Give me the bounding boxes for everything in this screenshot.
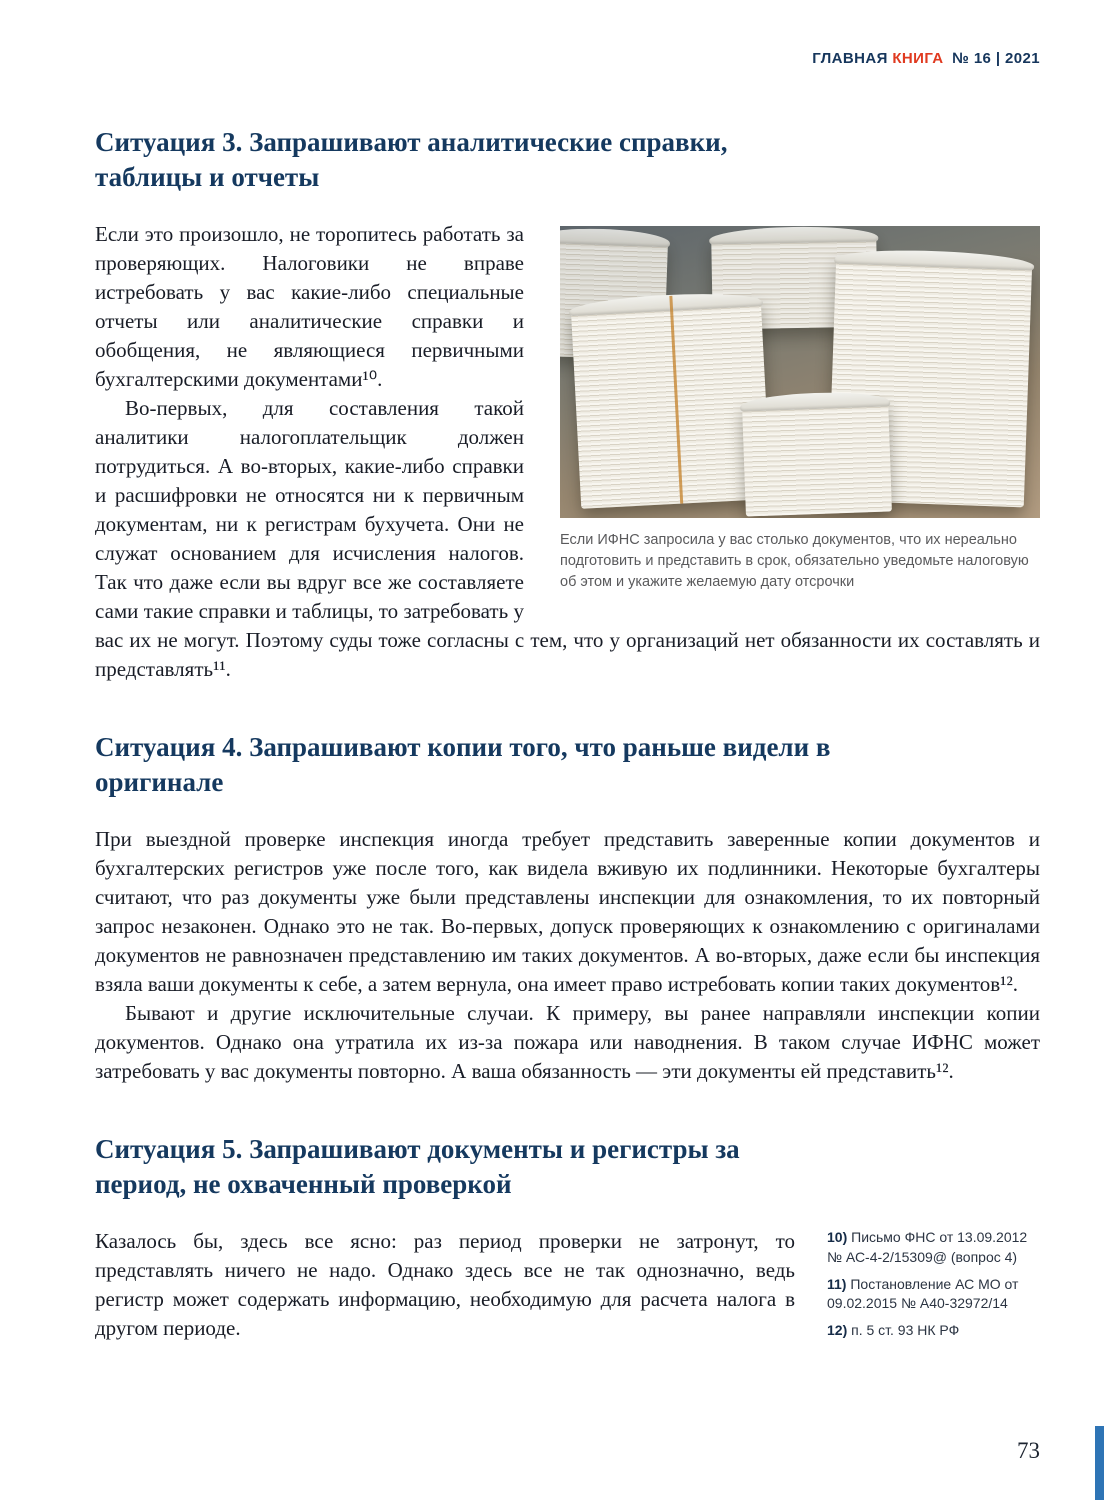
page-number: 73 (1017, 1438, 1040, 1463)
footnote-10-number: 10) (827, 1229, 848, 1246)
section4-title: Ситуация 4. Запрашивают копии того, что раньше видели в оригинале (95, 732, 831, 797)
paper-stack (742, 400, 892, 517)
footnote-11-text: Постановление АС МО от 09.02.2015 № А40-32972/14 (827, 1275, 1019, 1312)
paper-stacks-photo (560, 226, 1040, 518)
section3-title: Ситуация 3. Запрашивают аналитические справки, таблицы и отчеты (95, 127, 728, 192)
section4-paragraph-2: Бывают и другие исключительные случаи. К примеру, вы ранее направляли инспекции копии документов. Однако она утратила их из-за пожара или наводнения. В таком случае ИФНС может затребовать у вас документы повторно. А ваша обязанность — эти документы ей представить¹². (95, 1001, 1040, 1084)
section5-title: Ситуация 5. Запрашивают документы и регистры за период, не охваченный проверкой (95, 1134, 740, 1199)
footnote-11 (827, 1275, 1040, 1314)
footnote-10-text: Письмо ФНС от 13.09.2012 № АС-4-2/15309@ (вопрос 4) (827, 1229, 1028, 1265)
footnotes-block (827, 1228, 1040, 1349)
brand-glavnaya: ГЛАВНАЯ (812, 50, 888, 67)
footnote-12 (827, 1321, 1040, 1340)
section3-paragraph-1: Если это произошло, не торопитесь работать за проверяющих. Налоговики не вправе истребовать у вас какие-либо специальные отчеты или аналитические справки и обобщения, не являющиеся первичными бухгалтерскими документами¹⁰. (95, 222, 524, 392)
footnote-12-number: 12) (827, 1322, 848, 1339)
footnote-10 (827, 1228, 1040, 1267)
section5-paragraph-1: Казалось бы, здесь все ясно: раз период проверки не затронут, то представлять ничего не надо. Однако здесь все не так однозначно, ведь регистр может содержать информацию, необходимую для расчета налога в другом периоде. (95, 1229, 795, 1341)
documents-figure (560, 226, 1040, 593)
section3-paragraph-2: Во-первых, для составления такой аналитики налогоплательщик должен потрудиться. А во-вторых, какие-либо справки и расшифровки не относятся ни к первичным документам, ни к регистрам бухучета. Они не служат основанием для исчисления налогов. Так что даже если вы вдруг все же составляете сами такие справки и таблицы, то затребовать у вас их не могут. Поэтому суды тоже согласны с тем, что у организаций нет обязанности их составлять и представлять¹¹. (95, 396, 1040, 682)
issue-number: № 16 | 2021 (952, 50, 1040, 67)
page-edge-tab (1095, 1426, 1104, 1500)
bottom-row (95, 1132, 1040, 1349)
section4-paragraph-1: При выездной проверке инспекция иногда требует представить заверенные копии документов и бухгалтерских регистров уже после того, как видела вживую их подлинники. Некоторые бухгалтеры считают, что раз документы уже были представлены инспекции для ознакомления, то их повторный запрос незаконен. Однако это не так. Во-первых, допуск проверяющих к ознакомлению с оригиналами документов не равнозначен представлению им таких документов. А во-вторых, даже если бы инспекция взяла ваши документы к себе, а затем вернула, она имеет право истребовать копии таких документов¹². (95, 827, 1040, 997)
brand-kniga: КНИГА (892, 50, 944, 67)
page-content (0, 125, 1104, 1349)
section4 (95, 825, 1040, 1086)
section3 (95, 220, 1040, 684)
page-header (0, 0, 1104, 67)
footnote-12-text: п. 5 ст. 93 НК РФ (851, 1322, 960, 1339)
photo-caption: Если ИФНС запросила у вас столько документов, что их нереально подготовить и представить в срок, обязательно уведомьте налоговую об этом и укажите желаемую дату отсрочки (560, 532, 1029, 591)
section5 (95, 1132, 795, 1343)
footnote-11-number: 11) (827, 1275, 847, 1292)
